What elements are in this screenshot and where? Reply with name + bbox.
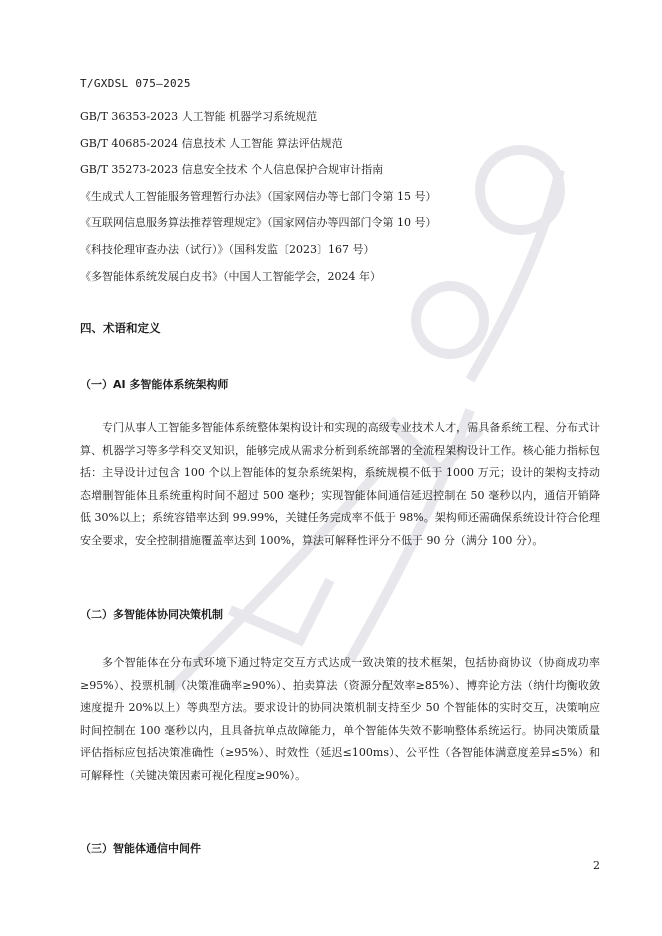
reference-item: GB/T 35273-2023 信息安全技术 个人信息保护合规审计指南 [80, 163, 384, 177]
section-heading: 四、术语和定义 [80, 321, 161, 335]
normative-references [80, 108, 600, 294]
paragraph: 多个智能体在分布式环境下通过特定交互方式达成一致决策的技术框架，包括协商协议（协商成功率≥95%）、投票机制（决策准确率≥90%）、拍卖算法（资源分配效率≥85%）、博弈论方法（纳什均衡收敛速度提升 20%以上）等典型方法。要求设计的协同决策机制支持至少 50 个智能体的实时交互，决策响应时间控制在 100 毫秒以内，且具备抗单点故障能力，单个智能体失效不影响整体系统运行。协同决策质量评估指标应包括决策准确性（≥95%）、时效性（延迟≤100ms）、公平性（各智能体满意度差异≤5%）和可解释性（关键决策因素可视化程度≥90%）。 [80, 656, 600, 782]
subsection-heading: （二）多智能体协同决策机制 [80, 608, 223, 621]
document-code: T/GXDSL 075—2025 [80, 77, 191, 90]
reference-item: 《生成式人工智能服务管理暂行办法》（国家网信办等七部门令第 15 号） [80, 189, 437, 203]
subsection-heading: （一）AI 多智能体系统架构师 [80, 378, 229, 391]
page-number: 2 [593, 859, 600, 872]
paragraph: 专门从事人工智能多智能体系统整体架构设计和实现的高级专业技术人才，需具备系统工程、分布式计算、机器学习等多学科交叉知识，能够完成从需求分析到系统部署的全流程架构设计工作。核心能力指标包括：主导设计过包含 100 个以上智能体的复杂系统架构，系统规模不低于 1000 万元；设计的架构支持动态增删智能体且系统重构时间不超过 500 毫秒；实现智能体间通信延迟控制在 50 毫秒以内，通信开销降低 30%以上；系统容错率达到 99.99%，关键任务完成率不低于 98%。架构师还需确保系统设计符合伦理安全要求，安全控制措施覆盖率达到 100%，算法可解释性评分不低于 90 分（满分 100 分）。 [80, 421, 600, 547]
reference-item: GB/T 40685-2024 信息技术 人工智能 算法评估规范 [80, 136, 343, 150]
reference-item: 《多智能体系统发展白皮书》（中国人工智能学会，2024 年） [80, 269, 381, 283]
subsection-heading: （三）智能体通信中间件 [80, 842, 201, 855]
reference-item: GB/T 36353-2023 人工智能 机器学习系统规范 [80, 110, 318, 123]
reference-item: 《科技伦理审查办法（试行）》（国科发监〔2023〕167 号） [80, 242, 375, 256]
reference-item: 《互联网信息服务算法推荐管理规定》（国家网信办等四部门令第 10 号） [80, 216, 437, 230]
